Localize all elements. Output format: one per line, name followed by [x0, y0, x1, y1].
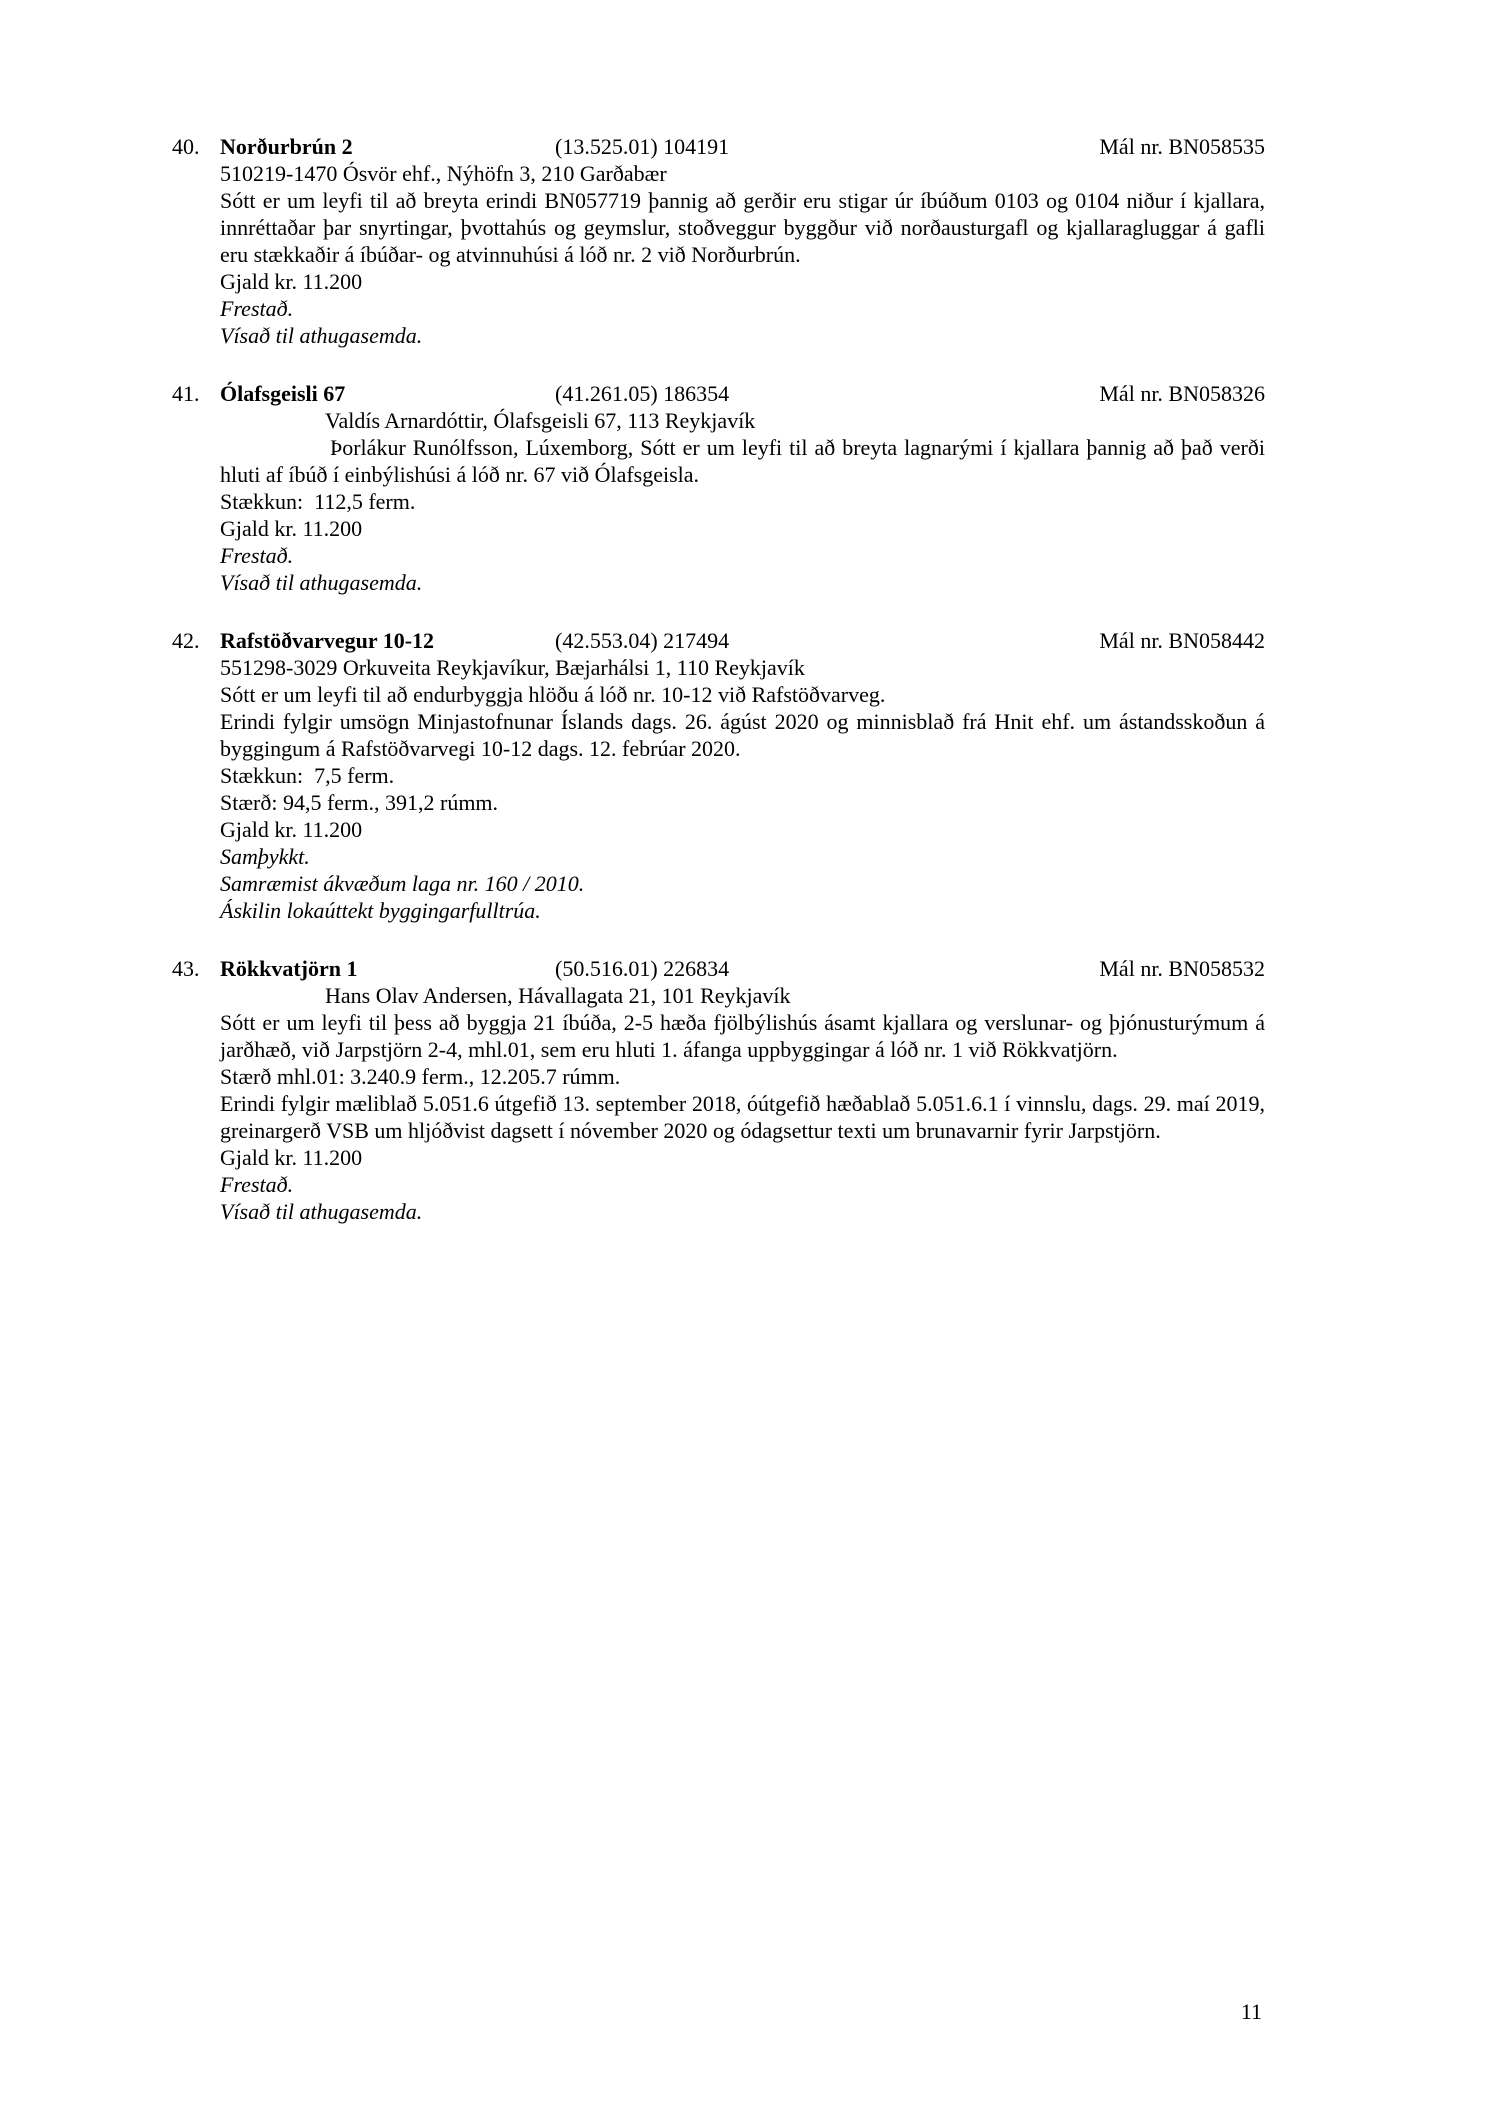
item-code: (41.261.05) 186354: [555, 381, 730, 406]
item-line-italic: Vísað til athugasemda.: [220, 1199, 423, 1224]
item-line-italic: Frestað.: [220, 296, 294, 321]
item-line-plain: 551298-3029 Orkuveita Reykjavíkur, Bæjarhálsi 1, 110 Reykjavík: [220, 655, 805, 680]
item-case-number: Mál nr. BN058535: [1099, 134, 1265, 159]
item-number: 40.: [172, 134, 200, 159]
item-code: (13.525.01) 104191: [555, 134, 730, 159]
item-title: Norðurbrún 2: [220, 134, 353, 159]
item-line-body: Sótt er um leyfi til þess að byggja 21 íbúða, 2-5 hæða fjölbýlishús ásamt kjallara og verslunar- og þjónusturýmum á jarðhæð, við Jarpstjörn 2-4, mhl.01, sem eru hluti 1. áfanga uppbyggingar á lóð nr. 1 við Rökkvatjörn.: [220, 1010, 1265, 1062]
item-lines: [220, 407, 1265, 596]
item-line-italic: Samræmist ákvæðum laga nr. 160 / 2010.: [220, 871, 585, 896]
item-number: 41.: [172, 381, 200, 406]
item-lines: [220, 160, 1265, 349]
item-line-italic: Frestað.: [220, 543, 294, 568]
item-title: Rökkvatjörn 1: [220, 956, 358, 981]
page-number: 11: [1240, 1999, 1262, 2024]
item-line-plain: Stækkun: 7,5 ferm.: [220, 763, 395, 788]
item-case-number: Mál nr. BN058326: [1099, 381, 1265, 406]
item-line-plain: Gjald kr. 11.200: [220, 1145, 363, 1170]
item-lines: [220, 654, 1265, 924]
case-item-header: [172, 955, 1265, 982]
item-code: (42.553.04) 217494: [555, 628, 730, 653]
item-title: Ólafsgeisli 67: [220, 381, 346, 406]
case-item-header: [172, 380, 1265, 407]
item-line-plain: Stækkun: 112,5 ferm.: [220, 489, 416, 514]
item-number: 43.: [172, 956, 200, 981]
item-line-body: Sótt er um leyfi til að breyta erindi BN057719 þannig að gerðir eru stigar úr íbúðum 0103 og 0104 niður í kjallara, innréttaðar þar snyrtingar, þvottahús og geymslur, stoðveggur byggður við norðausturgafl og kjallaragluggar á gafli eru stækkaðir á íbúðar- og atvinnuhúsi á lóð nr. 2 við Norðurbrún.: [220, 188, 1265, 267]
item-code: (50.516.01) 226834: [555, 956, 730, 981]
item-line-italic: Áskilin lokaúttekt byggingarfulltrúa.: [220, 898, 541, 923]
case-item: [172, 380, 1265, 596]
item-line-plain: Stærð mhl.01: 3.240.9 ferm., 12.205.7 rúmm.: [220, 1064, 621, 1089]
item-title: Rafstöðvarvegur 10-12: [220, 628, 435, 653]
item-line-italic: Samþykkt.: [220, 844, 310, 869]
items-list: [172, 133, 1265, 1256]
item-line-plain: Stærð: 94,5 ferm., 391,2 rúmm.: [220, 790, 499, 815]
item-case-number: Mál nr. BN058532: [1099, 956, 1265, 981]
case-item-header: [172, 627, 1265, 654]
item-line-body: Erindi fylgir umsögn Minjastofnunar Íslands dags. 26. ágúst 2020 og minnisblað frá Hnit ehf. um ástandsskoðun á byggingum á Rafstöðvarvegi 10-12 dags. 12. febrúar 2020.: [220, 709, 1265, 761]
item-lines: [220, 982, 1265, 1225]
item-line-italic: Vísað til athugasemda.: [220, 323, 423, 348]
item-line-body-indent: Þorlákur Runólfsson, Lúxemborg, Sótt er um leyfi til að breyta lagnarými í kjallara þannig að það verði hluti af íbúð í einbýlishúsi á lóð nr. 67 við Ólafsgeisla.: [220, 435, 1265, 487]
item-line-body: Erindi fylgir mæliblað 5.051.6 útgefið 13. september 2018, óútgefið hæðablað 5.051.6.1 í vinnslu, dags. 29. maí 2019, greinargerð VSB um hljóðvist dagsett í nóvember 2020 og ódagsettur texti um brunavarnir fyrir Jarpstjörn.: [220, 1091, 1265, 1143]
item-line-plain: Gjald kr. 11.200: [220, 516, 363, 541]
item-line-owner: Hans Olav Andersen, Hávallagata 21, 101 Reykjavík: [325, 983, 791, 1008]
case-item-header: [172, 133, 1265, 160]
item-line-body: Sótt er um leyfi til að endurbyggja hlöðu á lóð nr. 10-12 við Rafstöðvarveg.: [220, 682, 886, 707]
case-item: [172, 133, 1265, 349]
item-line-plain: Gjald kr. 11.200: [220, 817, 363, 842]
item-line-italic: Frestað.: [220, 1172, 294, 1197]
item-number: 42.: [172, 628, 200, 653]
case-item: [172, 955, 1265, 1225]
item-line-italic: Vísað til athugasemda.: [220, 570, 423, 595]
case-item: [172, 627, 1265, 924]
item-line-plain: Gjald kr. 11.200: [220, 269, 363, 294]
item-case-number: Mál nr. BN058442: [1099, 628, 1265, 653]
item-line-plain: 510219-1470 Ósvör ehf., Nýhöfn 3, 210 Garðabær: [220, 161, 667, 186]
item-line-owner: Valdís Arnardóttir, Ólafsgeisli 67, 113 Reykjavík: [325, 408, 756, 433]
